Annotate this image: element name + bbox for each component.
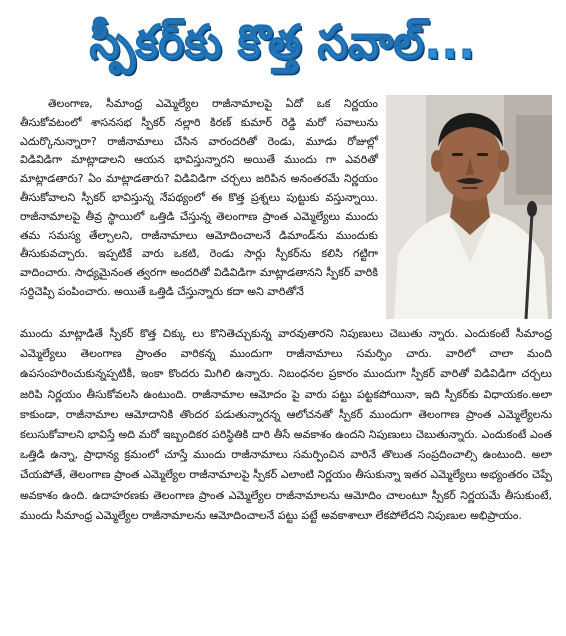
headline: స్పీకర్‌కు కొత్త సవాల్... [90, 15, 476, 69]
lead-paragraph: తెలంగాణ, సీమాంధ్ర ఎమ్మెల్యేల రాజీనామాలపై ఏదో ఒక నిర్ణయం తీసుకోవటంలో శాసనసభ స్పీకర్ నల్లారి కిరణ్ కుమార్ రెడ్డి మరో సవాలును ఎదుర్కొనున్నారా? రాజీనామాలు చేసిన వారందరితో రెండు, మూడు రోజుల్లో విడివిడిగా మాట్లాడాలని ఆయన భావిస్తున్నారని అయితే ముందు గా ఎవరితో మాట్లాడతారు? ఏం మాట్లాడతారు? విడివిడిగా చర్చలు జరిపిన అనంతరమే నిర్ణయం తీసుకోవాలని స్పీకర్ భావిస్తున్న నేపథ్యంలో ఈ కొత్త ప్రశ్నలు పుట్టుకు వస్తున్నాయి. రాజీనామాలపై తీవ్ర స్థాయిలో ఒత్తిడి చేస్తున్న తెలంగాణ ప్రాంత ఎమ్మెల్యేలు ముందు తమ సమస్య తేల్చాలని, రాజీనామాలు ఆమోదించాలనే డిమాండ్‌ను ముందుకు తీసుకువచ్చారు. ఇప్పటికే వారు ఒకటి, రెండు సార్లు స్పీకర్‌ను కలిసి గట్టిగా వాదించారు. సాధ్యమైనంత త్వరగా అందరితో విడివిడిగా మాట్లాడతానని స్పీకర్ వారికి సర్దిచెప్పి పంపించారు. అయితే ఒత్తిడి చేస్తున్నారు కదా అని వారితోనే [20, 97, 378, 298]
portrait-photo [386, 95, 552, 319]
headline-bar [0, 0, 566, 84]
portrait-photo-icon [386, 95, 552, 319]
body-paragraph: ముందు మాట్లాడితే స్పీకర్ కొత్త చిక్కు లు కొనితెచ్చుకున్న వారవుతారని నిపుణులు చెబుతు న్నారు. ఎందుకంటే సీమాంధ్ర ఎమ్మెల్యేలు తెలంగాణ ప్రాంతం వారికన్న ముందుగా రాజీనామాలు సమర్పిం చారు. వారిలో చాలా మంది ఉపసంహరించుకున్నప్పటికీ, ఇంకా కొందరు మిగిలి ఉన్నారు. నిబంధనల ప్రకారం ముందుగా స్పీకర్ వారితో విడివిడిగా చర్చలు జరిపి నిర్ణయం తీసుకోవలసి ఉంటుంది. రాజీనామాల ఆమోదం పై వారు పట్టు పట్టకపోయినా, ఇది స్పీకర్‌కు విధాయకం.అలా కాకుండా, రాజీనామాల ఆమోదానికి తొందర పడుతున్నారన్న ఆలోచనతో స్పీకర్ ముందుగా తెలంగాణ ప్రాంత ఎమ్మెల్యేలను కలుసుకోవాలని భావిస్తే అది మరో ఇబ్బందికర పరిస్థితికి దారి తీసే అవకాశం ఉందని నిపుణులు చెబుతున్నారు. ఎందుకంటే ఎంత ఒత్తిడి ఉన్నా, ప్రాధాన్య క్రమంలో చూస్తే ముందు రాజీనామాలు సమర్పించిన వారినే తొలుత సంప్రదించాల్సి ఉంటుంది. అలా చేయపోతే, తెలంగాణ ప్రాంత ఎమ్మెల్యేల రాజీనామాలపై స్పీకర్ ఎలాంటి నిర్ణయం తీసుకున్నా ఇతర ఎమ్మెల్యేలు అభ్యంతరం చెప్పే అవకాశం ఉంది. ఉదాహరణకు తెలంగాణ ప్రాంత ఎమ్మెల్యేల రాజీనామాలను ఆమోదిం చాలంటూ స్పీకర్ నిర్ణయమే తీసుకుంటే, ముందు సీమాంధ్ర ఎమ్మెల్యేల రాజీనామాలను ఆమోదించాలనే పట్టు పట్టే అవకాశాలూ లేకపోలేదని నిపుణుల అభిప్రాయం. [20, 327, 552, 522]
